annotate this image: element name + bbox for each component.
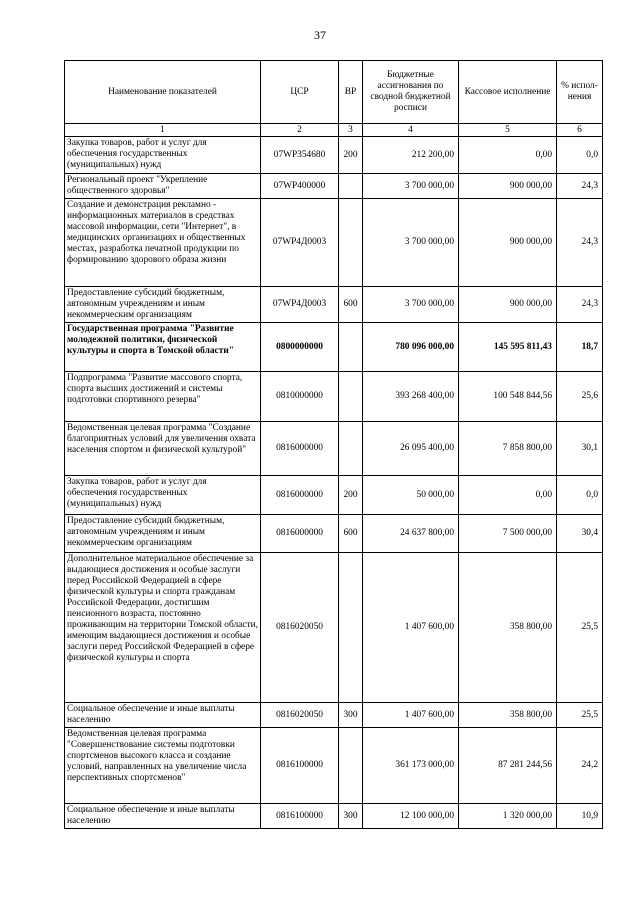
row-name: Закупка товаров, работ и услуг для обеспечения государственных (муниципальных) нужд	[65, 476, 261, 515]
row-name: Ведомственная целевая программа "Совершенствование системы подготовки спортсменов высокого класса и создание условий, направленных на увеличение числа перспективных спортсменов"	[65, 728, 261, 804]
row-vr: 200	[339, 137, 363, 174]
table-row	[65, 515, 603, 553]
row-executed: 0,00	[459, 476, 557, 515]
row-csr: 0816100000	[261, 728, 339, 804]
row-executed: 87 281 244,56	[459, 728, 557, 804]
header-csr: ЦСР	[261, 61, 339, 124]
row-name: Закупка товаров, работ и услуг для обеспечения государственных (муниципальных) нужд	[65, 137, 261, 174]
header-executed: Кассовое исполнение	[459, 61, 557, 124]
row-percent: 25,5	[557, 553, 603, 703]
row-assigned: 3 700 000,00	[363, 287, 459, 323]
row-vr: 600	[339, 287, 363, 323]
header-percent: % испол-нения	[557, 61, 603, 124]
page-number: 37	[314, 28, 326, 42]
row-csr: 0816020050	[261, 703, 339, 728]
row-csr: 0816000000	[261, 422, 339, 476]
row-vr	[339, 199, 363, 287]
row-percent: 30,4	[557, 515, 603, 553]
row-vr	[339, 553, 363, 703]
row-vr	[339, 422, 363, 476]
row-executed: 0,00	[459, 137, 557, 174]
table-row	[65, 199, 603, 287]
row-name: Подпрограмма "Развитие массового спорта, спорта высших достижений и системы подготовки спортивного резерва"	[65, 372, 261, 422]
row-executed: 7 858 800,00	[459, 422, 557, 476]
column-number: 2	[261, 124, 339, 137]
row-percent: 25,5	[557, 703, 603, 728]
row-assigned: 24 637 800,00	[363, 515, 459, 553]
table-row	[65, 422, 603, 476]
row-name: Региональный проект "Укрепление общественного здоровья"	[65, 174, 261, 199]
row-executed: 900 000,00	[459, 174, 557, 199]
header-assigned: Бюджетные ассигнования по сводной бюджетной росписи	[363, 61, 459, 124]
row-percent: 0,0	[557, 137, 603, 174]
row-csr: 0800000000	[261, 323, 339, 372]
row-executed: 900 000,00	[459, 199, 557, 287]
table-row	[65, 287, 603, 323]
header-vr: ВР	[339, 61, 363, 124]
row-percent: 10,9	[557, 804, 603, 829]
column-number: 3	[339, 124, 363, 137]
row-assigned: 3 700 000,00	[363, 174, 459, 199]
row-assigned: 26 095 400,00	[363, 422, 459, 476]
row-name: Дополнительное материальное обеспечение за выдающиеся достижения и особые заслуги перед Российской Федерацией в сфере физической культуры и спорта гражданам Российской Федерации, достигшим пенсионного возраста, постоянно проживающим на территории Томской области, имеющим выдающиеся достижения и особые заслуги перед Российской Федерацией в сфере физической культуры и спорта	[65, 553, 261, 703]
table-row	[65, 804, 603, 829]
row-assigned: 393 268 400,00	[363, 372, 459, 422]
row-csr: 07WP4Д0003	[261, 287, 339, 323]
row-percent: 24,3	[557, 174, 603, 199]
row-executed: 358 800,00	[459, 703, 557, 728]
row-csr: 0816100000	[261, 804, 339, 829]
column-number: 5	[459, 124, 557, 137]
row-vr	[339, 372, 363, 422]
row-vr: 200	[339, 476, 363, 515]
row-executed: 358 800,00	[459, 553, 557, 703]
row-csr: 0816020050	[261, 553, 339, 703]
table-row	[65, 174, 603, 199]
row-name: Ведомственная целевая программа "Создание благоприятных условий для увеличения охвата населения спортом и физической культурой"	[65, 422, 261, 476]
row-assigned: 12 100 000,00	[363, 804, 459, 829]
row-name: Предоставление субсидий бюджетным, автономным учреждениям и иным некоммерческим организациям	[65, 515, 261, 553]
row-executed: 1 320 000,00	[459, 804, 557, 829]
row-vr: 300	[339, 703, 363, 728]
table-row	[65, 728, 603, 804]
column-number: 1	[65, 124, 261, 137]
row-executed: 100 548 844,56	[459, 372, 557, 422]
row-vr: 300	[339, 804, 363, 829]
row-assigned: 780 096 000,00	[363, 323, 459, 372]
table-body	[65, 137, 603, 829]
row-csr: 07WP354680	[261, 137, 339, 174]
row-percent: 24,2	[557, 728, 603, 804]
row-vr	[339, 174, 363, 199]
row-executed: 7 500 000,00	[459, 515, 557, 553]
row-assigned: 50 000,00	[363, 476, 459, 515]
table-row	[65, 137, 603, 174]
row-assigned: 1 407 600,00	[363, 553, 459, 703]
row-percent: 0,0	[557, 476, 603, 515]
row-csr: 07WP4Д0003	[261, 199, 339, 287]
table-row	[65, 476, 603, 515]
column-number: 6	[557, 124, 603, 137]
row-executed: 145 595 811,43	[459, 323, 557, 372]
row-percent: 18,7	[557, 323, 603, 372]
row-csr: 0816000000	[261, 515, 339, 553]
budget-execution-table	[64, 60, 603, 829]
row-percent: 25,6	[557, 372, 603, 422]
row-vr	[339, 323, 363, 372]
row-assigned: 1 407 600,00	[363, 703, 459, 728]
row-name: Социальное обеспечение и иные выплаты населению	[65, 703, 261, 728]
column-number: 4	[363, 124, 459, 137]
row-csr: 0816000000	[261, 476, 339, 515]
table-row	[65, 323, 603, 372]
row-name: Социальное обеспечение и иные выплаты населению	[65, 804, 261, 829]
header-name: Наименование показателей	[65, 61, 261, 124]
row-assigned: 212 200,00	[363, 137, 459, 174]
row-percent: 30,1	[557, 422, 603, 476]
row-name: Предоставление субсидий бюджетным, автономным учреждениям и иным некоммерческим организациям	[65, 287, 261, 323]
row-executed: 900 000,00	[459, 287, 557, 323]
row-assigned: 361 173 000,00	[363, 728, 459, 804]
row-name: Создание и демонстрация рекламно - информационных материалов в средствах массовой информации, сети "Интернет", в медицинских организациях и общественных местах, разработка печатной продукции по формированию здорового образа жизни	[65, 199, 261, 287]
table-row	[65, 372, 603, 422]
row-csr: 0810000000	[261, 372, 339, 422]
row-vr	[339, 728, 363, 804]
row-percent: 24,3	[557, 199, 603, 287]
row-vr: 600	[339, 515, 363, 553]
row-csr: 07WP400000	[261, 174, 339, 199]
table-row	[65, 703, 603, 728]
row-percent: 24,3	[557, 287, 603, 323]
table-row	[65, 553, 603, 703]
row-assigned: 3 700 000,00	[363, 199, 459, 287]
row-name: Государственная программа "Развитие молодежной политики, физической культуры и спорта в Томской области"	[65, 323, 261, 372]
